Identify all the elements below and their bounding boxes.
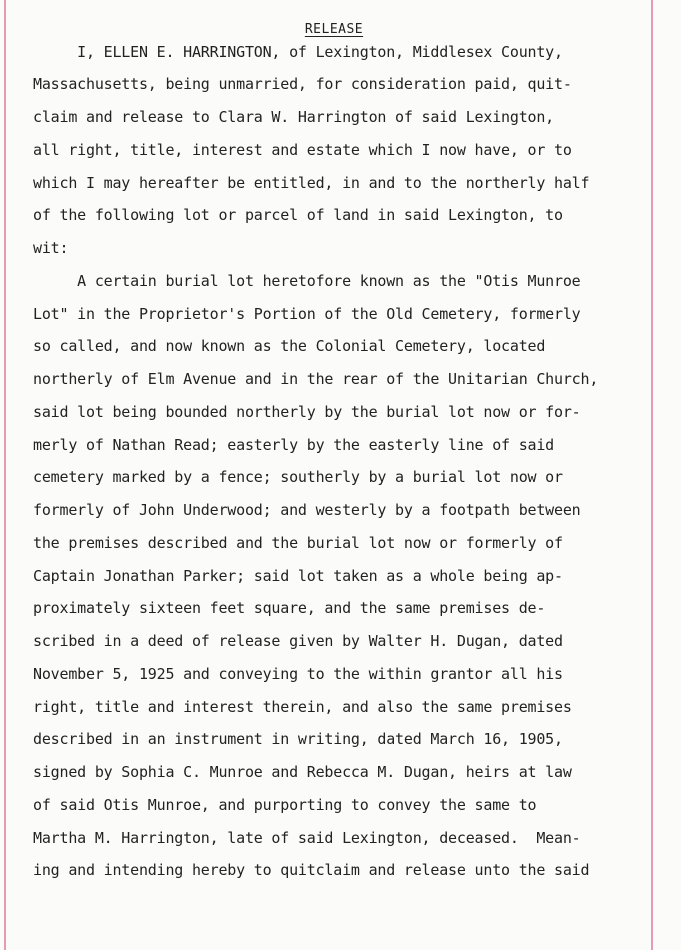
text-line: wit:	[33, 239, 69, 257]
text-line: of said Otis Munroe, and purporting to convey the same to	[33, 796, 537, 814]
text-line: A certain burial lot heretofore known as the "Otis Munroe	[33, 272, 581, 290]
text-line: merly of Nathan Read; easterly by the easterly line of said	[33, 436, 555, 454]
text-line: formerly of John Underwood; and westerly by a footpath between	[33, 501, 581, 519]
text-line: of the following lot or parcel of land in said Lexington, to	[33, 206, 563, 224]
text-line: proximately sixteen feet square, and the same premises de-	[33, 599, 546, 617]
text-line: claim and release to Clara W. Harrington of said Lexington,	[33, 108, 555, 126]
text-line: the premises described and the burial lot now or formerly of	[33, 534, 563, 552]
text-line: I, ELLEN E. HARRINGTON, of Lexington, Middlesex County,	[33, 43, 563, 61]
text-line: which I may hereafter be entitled, in and to the northerly half	[33, 174, 590, 192]
text-line: Captain Jonathan Parker; said lot taken as a whole being ap-	[33, 567, 563, 585]
text-line: northerly of Elm Avenue and in the rear of the Unitarian Church,	[33, 370, 599, 388]
text-line: Massachusetts, being unmarried, for consideration paid, quit-	[33, 75, 572, 93]
document-title: RELEASE	[304, 22, 364, 37]
text-line: scribed in a deed of release given by Walter H. Dugan, dated	[33, 632, 563, 650]
text-line: cemetery marked by a fence; southerly by a burial lot now or	[33, 468, 563, 486]
text-line: so called, and now known as the Colonial Cemetery, located	[33, 337, 546, 355]
text-line: Martha M. Harrington, late of said Lexington, deceased. Mean-	[33, 829, 581, 847]
text-line: ing and intending hereby to quitclaim and release unto the said	[33, 861, 590, 879]
text-line: described in an instrument in writing, dated March 16, 1905,	[33, 730, 563, 748]
text-line: all right, title, interest and estate which I now have, or to	[33, 141, 572, 159]
text-line: right, title and interest therein, and also the same premises	[33, 698, 572, 716]
left-margin-rule	[4, 0, 6, 950]
text-line: Lot" in the Proprietor's Portion of the Old Cemetery, formerly	[33, 305, 581, 323]
text-line: signed by Sophia C. Munroe and Rebecca M. Dugan, heirs at law	[33, 763, 572, 781]
text-line: November 5, 1925 and conveying to the within grantor all his	[33, 665, 563, 683]
right-margin-rule	[651, 0, 653, 950]
text-line: said lot being bounded northerly by the burial lot now or for-	[33, 403, 581, 421]
